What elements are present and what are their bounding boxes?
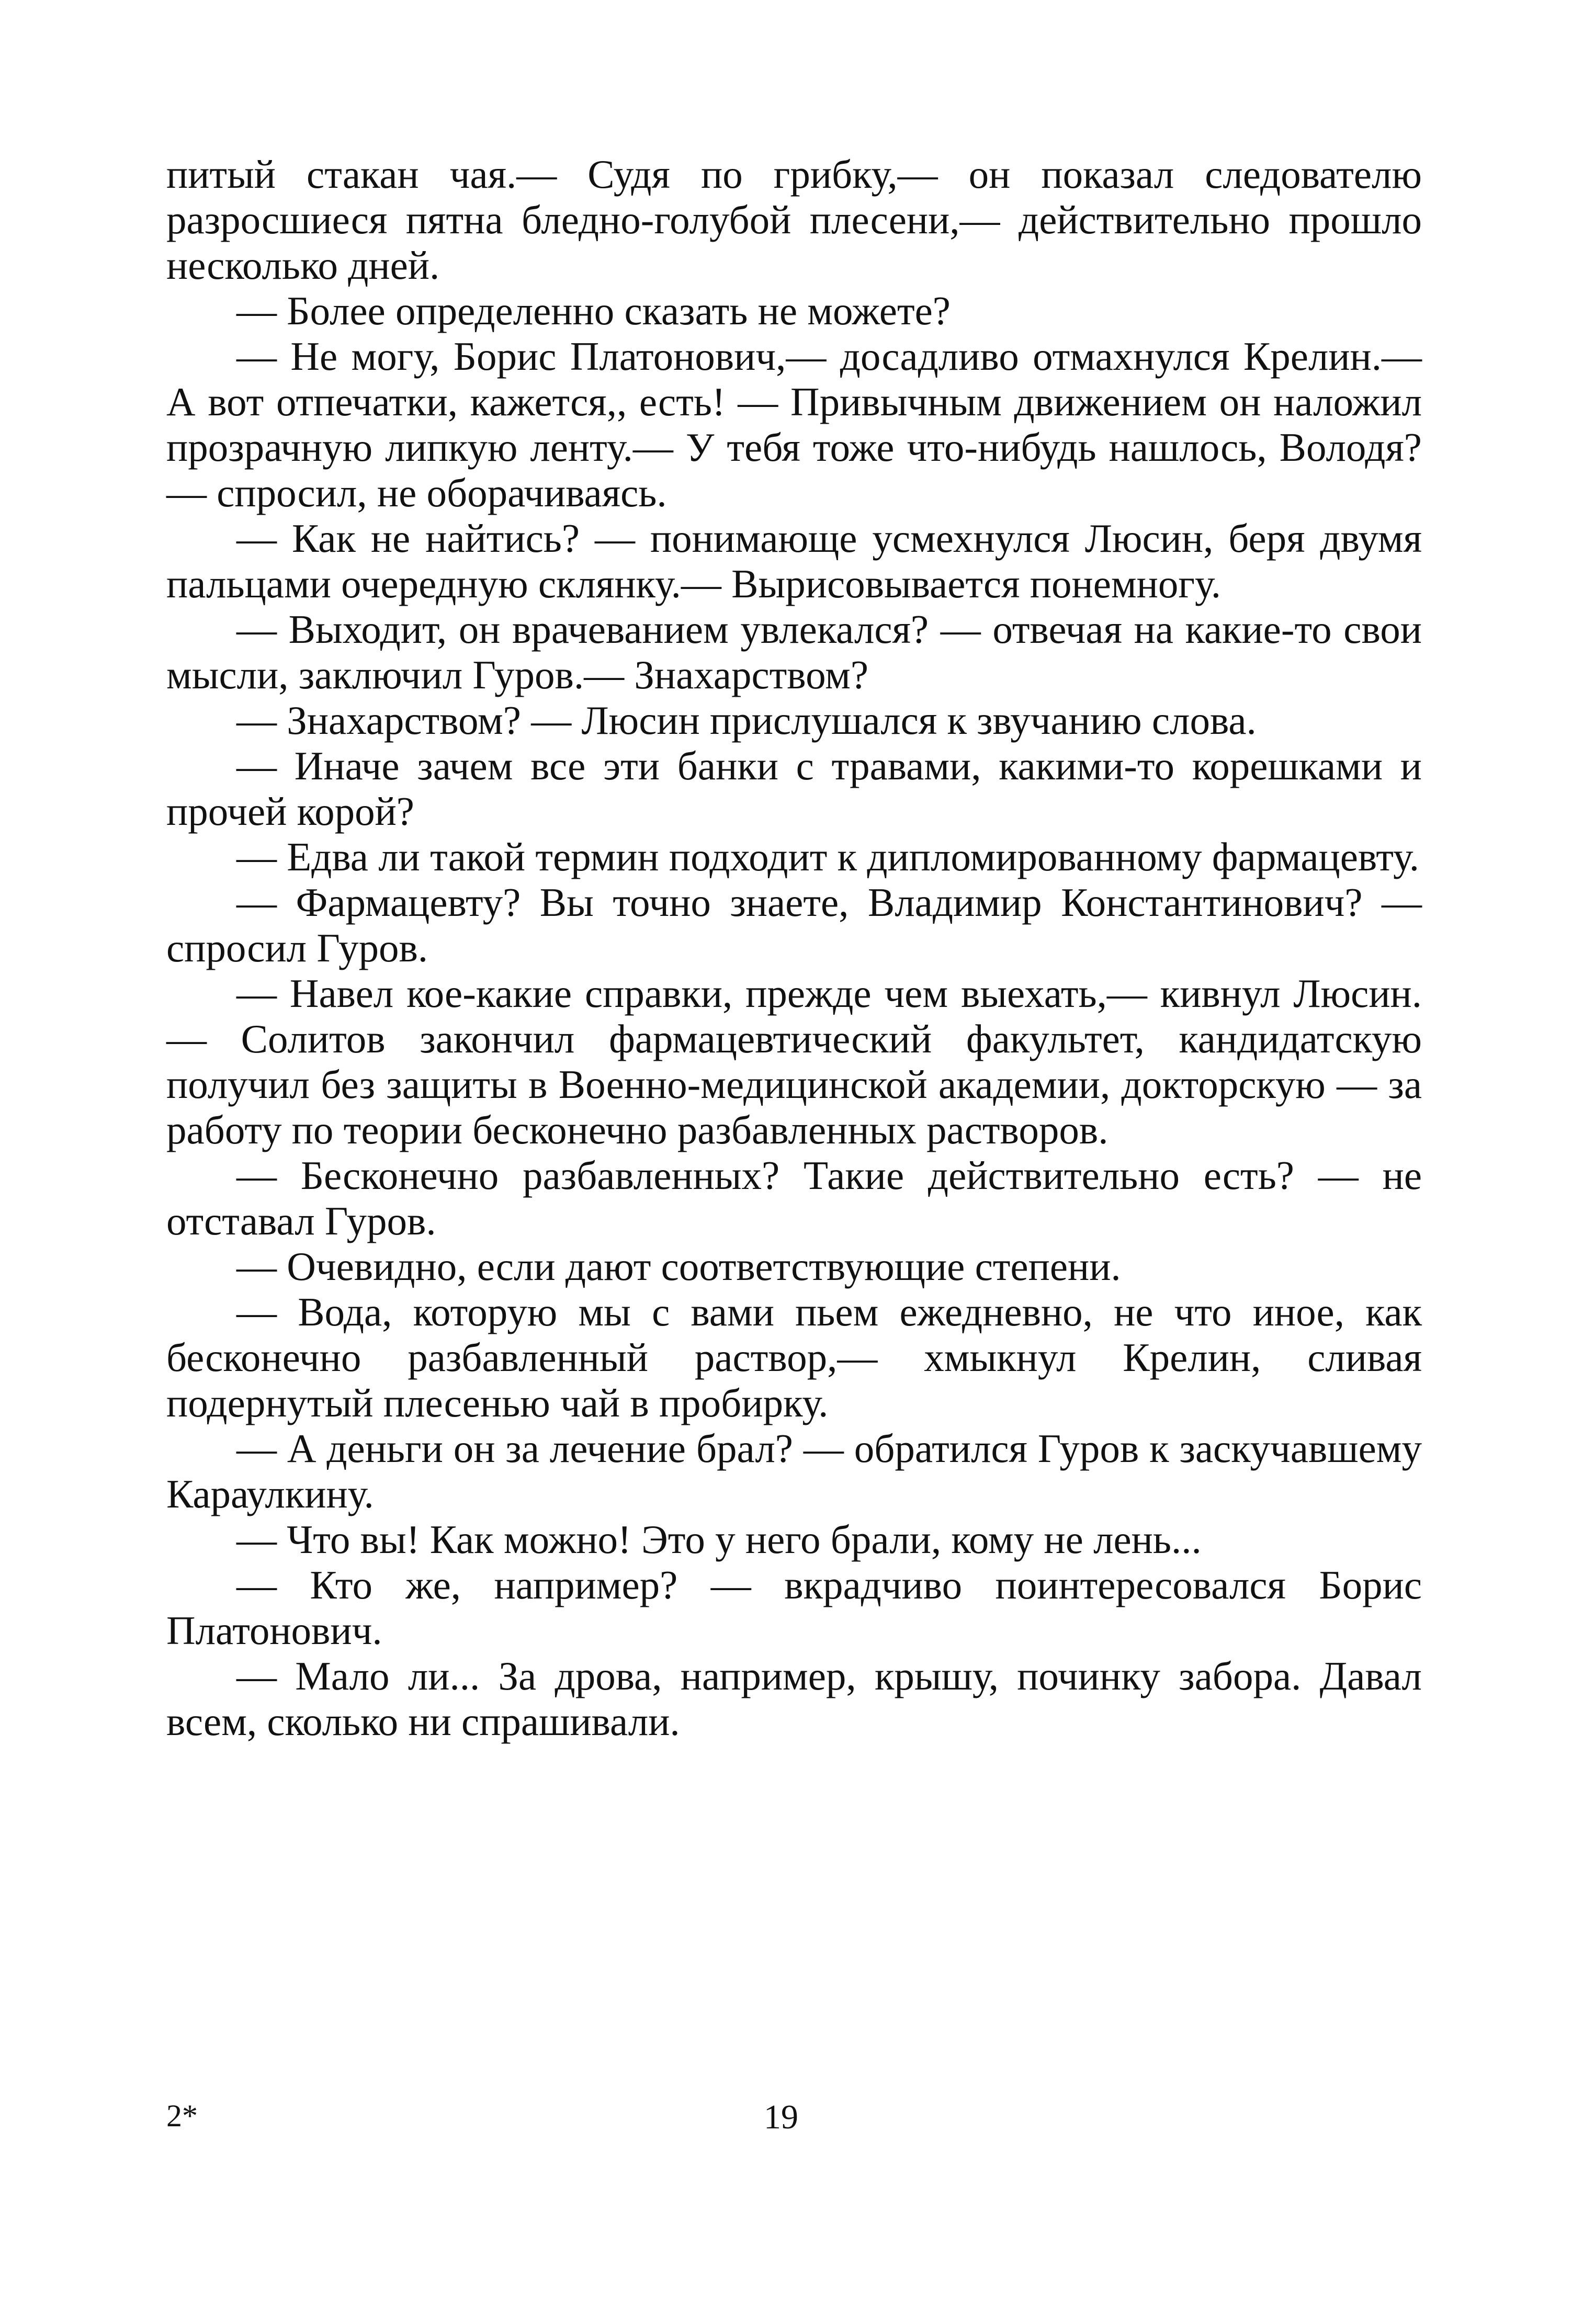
- dialogue-paragraph: — Кто же, например? — вкрадчиво поинтересовался Борис Платонович.: [166, 1562, 1422, 1653]
- dialogue-paragraph: — А деньги он за лечение брал? — обратился Гуров к заскучавшему Караулкину.: [166, 1426, 1422, 1516]
- dialogue-paragraph: — Выходит, он врачеванием увлекался? — отвечая на какие-то свои мысли, заключил Гуров.— Знахарством?: [166, 607, 1422, 697]
- dialogue-paragraph: — Как не найтись? — понимающе усмехнулся Люсин, беря двумя пальцами очередную склянку.— Вырисовывается понемногу.: [166, 516, 1422, 606]
- dialogue-paragraph: — Фармацевту? Вы точно знаете, Владимир Константинович? — спросил Гуров.: [166, 880, 1422, 970]
- dialogue-paragraph: — Мало ли... За дрова, например, крышу, починку забора. Давал всем, сколько ни спрашивали.: [166, 1653, 1422, 1744]
- page-number: 19: [764, 2098, 798, 2136]
- dialogue-paragraph: — Знахарством? — Люсин прислушался к звучанию слова.: [236, 698, 1257, 743]
- dialogue-paragraph: — Более определенно сказать не можете?: [236, 288, 951, 333]
- dialogue-paragraph: — Иначе зачем все эти банки с травами, какими-то корешками и прочей корой?: [166, 743, 1422, 834]
- dialogue-paragraph: — Бесконечно разбавленных? Такие действительно есть? — не отставал Гуров.: [166, 1153, 1422, 1243]
- dialogue-paragraph: — Навел кое-какие справки, прежде чем выехать,— кивнул Люсин.— Солитов закончил фармацевтический факультет, кандидатскую получил без защиты в Военно-медицинской академии, докторскую — за работу по теории бесконечно разбавленных растворов.: [166, 971, 1422, 1152]
- page-body-text: [166, 152, 1422, 1744]
- dialogue-paragraph: — Едва ли такой термин подходит к дипломированному фармацевту.: [236, 834, 1420, 879]
- dialogue-paragraph: — Вода, которую мы с вами пьем ежедневно, не что иное, как бесконечно разбавленный раствор,— хмыкнул Крелин, сливая подернутый плесенью чай в пробирку.: [166, 1289, 1422, 1425]
- dialogue-paragraph: — Что вы! Как можно! Это у него брали, кому не лень...: [236, 1517, 1202, 1562]
- dialogue-paragraph: — Не могу, Борис Платонович,— досадливо отмахнулся Крелин.— А вот отпечатки, кажется,, есть! — Привычным движением он наложил прозрачную липкую ленту.— У тебя тоже что-нибудь нашлось, Володя? — спросил, не оборачиваясь.: [166, 334, 1422, 515]
- signature-mark: 2*: [166, 2099, 198, 2133]
- paragraph-continuation: питый стакан чая.— Судя по грибку,— он показал следователю разросшиеся пятна бледно-голубой плесени,— действительно прошло несколько дней.: [166, 152, 1422, 288]
- dialogue-paragraph: — Очевидно, если дают соответствующие степени.: [236, 1244, 1121, 1289]
